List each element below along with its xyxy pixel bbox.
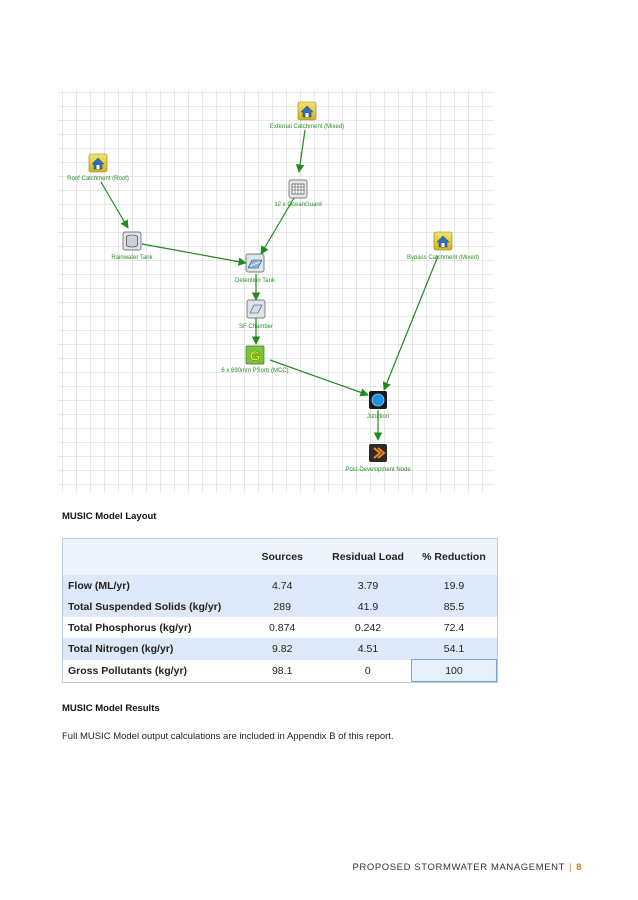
node-label-postdev: Post-Development Node (345, 467, 411, 473)
table-row (63, 617, 497, 638)
cell-residual: 0.242 (325, 617, 412, 638)
receiving-node-icon[interactable] (369, 444, 387, 462)
page-number: 8 (576, 862, 582, 873)
cell-sources: 289 (240, 596, 325, 617)
generic-treatment-icon[interactable] (246, 346, 264, 364)
table-row (63, 638, 497, 660)
table-row (63, 596, 497, 617)
gross-pollutant-trap-icon[interactable] (289, 180, 307, 198)
node-label-psorb: 6 x 690mm PSorb (MCC) (221, 368, 289, 374)
chamber-icon[interactable] (247, 300, 265, 318)
node-label-roof: Roof Catchment (Roof) (67, 176, 129, 182)
cell-sources: 0.874 (240, 617, 325, 638)
cell-reduction: 85.5 (411, 596, 496, 617)
row-label: Total Phosphorus (kg/yr) (63, 617, 240, 638)
node-label-external: External Catchment (Mixed) (269, 124, 345, 130)
cell-residual: 41.9 (325, 596, 412, 617)
cell-sources: 98.1 (240, 660, 325, 682)
row-label: Flow (ML/yr) (63, 575, 240, 596)
header-blank (63, 539, 240, 575)
node-label-oceanguard: 12 x OceanGuard (274, 202, 322, 208)
node-label-bypass: Bypass Catchment (Mixed) (406, 255, 480, 261)
page-footer (352, 862, 582, 873)
table-caption: MUSIC Model Results (62, 703, 160, 714)
table-row (63, 660, 497, 682)
tank-icon[interactable] (123, 232, 141, 250)
cell-reduction: 54.1 (411, 638, 496, 660)
row-label: Total Suspended Solids (kg/yr) (63, 596, 240, 617)
catchment-icon[interactable] (434, 232, 452, 250)
cell-sources: 9.82 (240, 638, 325, 660)
node-label-junction: Junction (366, 414, 390, 420)
node-label-rainwater: Rainwater Tank (111, 255, 153, 261)
footer-section-title: PROPOSED STORMWATER MANAGEMENT (352, 862, 566, 873)
music-model-diagram (58, 90, 494, 492)
node-label-detention: Detention Tank (235, 278, 275, 284)
cell-reduction: 72.4 (411, 617, 496, 638)
row-label: Total Nitrogen (kg/yr) (63, 638, 240, 660)
table-row (63, 575, 497, 596)
cell-residual: 0 (325, 660, 412, 682)
results-table (62, 538, 498, 683)
catchment-icon[interactable] (89, 154, 107, 172)
node-label-sfchamber: SF Chamber (238, 324, 274, 330)
table-header-row (63, 539, 497, 575)
grid-lines (58, 90, 494, 492)
cell-sources: 4.74 (240, 575, 325, 596)
catchment-icon[interactable] (298, 102, 316, 120)
diagram-caption: MUSIC Model Layout (62, 511, 157, 522)
header-residual-load: Residual Load (332, 551, 404, 563)
row-label: Gross Pollutants (kg/yr) (63, 660, 240, 682)
cell-residual: 3.79 (325, 575, 412, 596)
cell-reduction-selected[interactable]: 100 (411, 660, 496, 682)
junction-icon[interactable] (369, 391, 387, 409)
svg-text:G: G (249, 347, 261, 364)
footer-separator: | (569, 862, 573, 873)
header-sources: Sources (261, 551, 303, 563)
header-reduction: % Reduction (422, 551, 486, 563)
detention-basin-icon[interactable] (246, 254, 264, 272)
cell-reduction: 19.9 (411, 575, 496, 596)
cell-residual: 4.51 (325, 638, 412, 660)
appendix-note: Full MUSIC Model output calculations are included in Appendix B of this report. (62, 731, 394, 742)
